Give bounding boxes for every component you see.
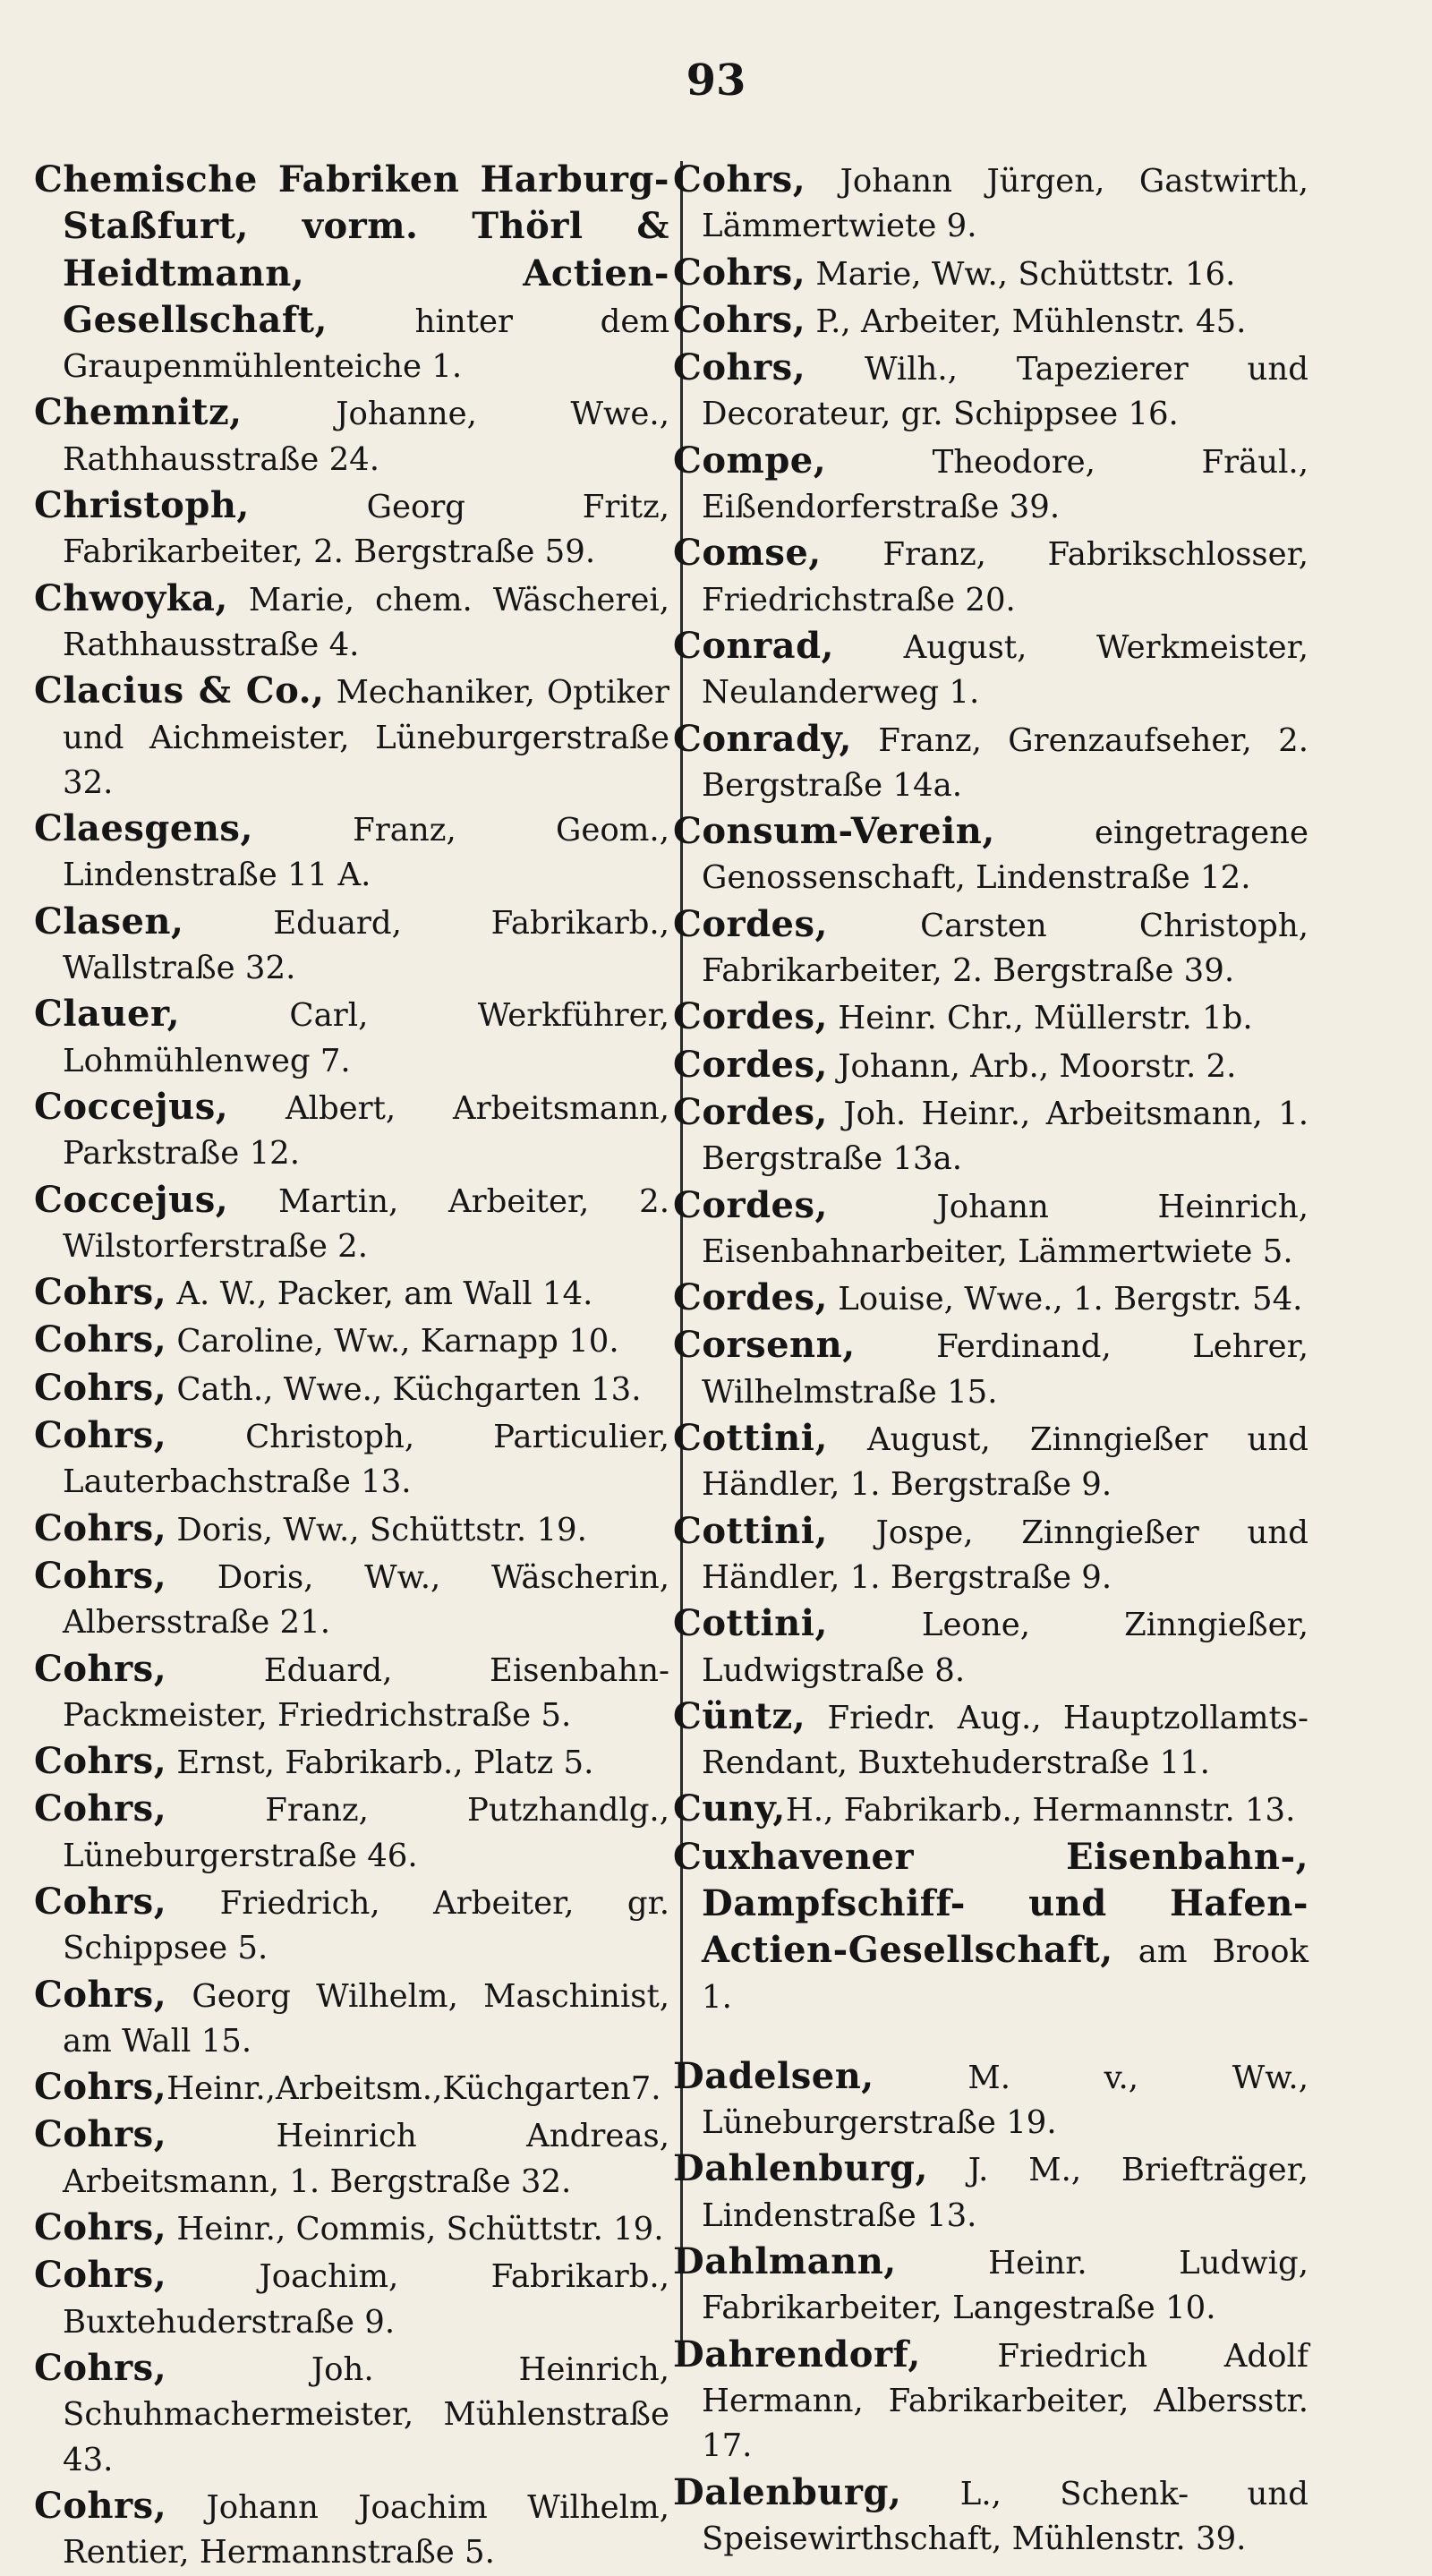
directory-entry: [673, 1416, 1308, 1508]
entry-details: Wilh., Tapezierer und Decorateur, gr. Schippsee 16.: [702, 351, 1308, 433]
entry-details: Joh. Heinrich, Schuhmachermeister, Mühlenstraße 43.: [63, 2350, 669, 2478]
entry-details: M. v., Ww., Lüneburgerstraße 19.: [702, 2059, 1308, 2142]
directory-entry: [673, 717, 1308, 809]
directory-entry: [34, 1973, 669, 2065]
directory-entry: [673, 2054, 1308, 2146]
entry-details: Johanne, Wwe., Rathhausstraße 24.: [63, 396, 669, 478]
directory-entry: [34, 1506, 669, 1553]
entry-name: Chemische Fabriken Harburg-Staßfurt, vorm. Thörl & Heidtmann, Actien-Gesellschaft,: [34, 158, 669, 341]
entry-details: Franz, Grenzaufseher, 2. Bergstraße 14a.: [702, 721, 1308, 804]
directory-entry: [34, 1085, 669, 1177]
entry-name: Cohrs,: [34, 2206, 167, 2249]
entry-details: am Brook 1.: [702, 1933, 1308, 2016]
directory-entry: [34, 2205, 669, 2252]
entry-name: Cottini,: [673, 1602, 828, 1645]
entry-details: Joachim, Fabrikarb., Buxtehuderstraße 9.: [63, 2258, 669, 2341]
entry-name: Cordes,: [673, 902, 828, 945]
directory-entry: [34, 158, 669, 389]
entry-name: Cuny,: [673, 1787, 786, 1830]
entry-name: Cohrs,: [34, 1366, 167, 1409]
entry-details: Mechaniker, Optiker und Aichmeister, Lüneburgerstraße 32.: [63, 674, 670, 801]
directory-entry: [34, 2346, 669, 2483]
directory-entry: [673, 2239, 1308, 2332]
entry-details: Heinr.,Arbeitsm.,Küchgarten7.: [166, 2070, 661, 2108]
entry-name: Dalenburg,: [673, 2470, 902, 2513]
directory-entry: [673, 1835, 1308, 2020]
entry-details: Doris, Ww., Wäscherin, Albersstraße 21.: [63, 1558, 669, 1642]
directory-entry: [34, 669, 669, 806]
entry-details: Doris, Ww., Schüttstr. 19.: [166, 1511, 587, 1548]
entry-name: Comse,: [673, 532, 822, 575]
directory-entry: [673, 2333, 1308, 2469]
directory-entry: [34, 2065, 669, 2111]
entry-name: Dahrendorf,: [673, 2333, 921, 2376]
entry-details: Marie, Ww., Schüttstr. 16.: [806, 255, 1236, 293]
entry-name: Cohrs,: [673, 298, 806, 341]
entry-details: Caroline, Ww., Karnapp 10.: [166, 1323, 619, 1361]
entry-details: A. W., Packer, am Wall 14.: [166, 1275, 593, 1313]
directory-entry: [673, 158, 1308, 250]
directory-entry: [34, 900, 669, 992]
directory-entry: [34, 1739, 669, 1786]
entry-details: Franz, Fabrikschlosser, Friedrichstraße 20.: [702, 536, 1308, 618]
entry-details: J. M., Briefträger, Lindenstraße 13.: [702, 2152, 1308, 2234]
entry-name: Cohrs,: [34, 1787, 167, 1830]
directory-entry: [673, 298, 1308, 345]
entry-name: Cuxhavener Eisenbahn-, Dampfschiff- und Hafen-Actien-Gesellschaft,: [673, 1835, 1308, 1972]
directory-entry: [673, 531, 1308, 623]
entry-details: Carl, Werkführer, Lohmühlenweg 7.: [63, 997, 669, 1079]
entry-name: Chemnitz,: [34, 391, 243, 434]
entry-details: Franz, Geom., Lindenstraße 11 A.: [63, 812, 669, 894]
entry-name: Corsenn,: [673, 1324, 856, 1367]
directory-entry: [34, 2484, 669, 2576]
entry-details: H., Fabrikarb., Hermannstr. 13.: [785, 1792, 1296, 1830]
entry-name: Conrady,: [673, 717, 852, 760]
directory-entry: [34, 806, 669, 899]
entry-details: Carsten Christoph, Fabrikarbeiter, 2. Bergstraße 39.: [702, 907, 1308, 990]
directory-entry: [34, 1318, 669, 1364]
entry-name: Cohrs,: [34, 1740, 167, 1783]
entry-name: Cottini,: [673, 1417, 828, 1460]
entry-name: Dahlmann,: [673, 2240, 897, 2283]
directory-entry: [34, 1554, 669, 1646]
directory-entry: [34, 2112, 669, 2205]
entry-details: Christoph, Particulier, Lauterbachstraße 13.: [63, 1419, 669, 1501]
entry-details: Johann Heinrich, Eisenbahnarbeiter, Lämmertwiete 5.: [702, 1188, 1308, 1270]
directory-entry: [34, 390, 669, 482]
entry-details: Friedrich Adolf Hermann, Fabrikarbeiter, Albersstr. 17.: [702, 2337, 1308, 2465]
page-number: 93: [686, 55, 746, 106]
entry-name: Cohrs,: [673, 158, 806, 200]
directory-entry: [673, 1043, 1308, 1089]
entry-name: Cohrs,: [34, 2484, 167, 2527]
directory-entry: [34, 1880, 669, 1972]
entry-name: Clacius & Co.,: [34, 670, 325, 712]
directory-entry: [673, 345, 1308, 438]
entry-name: Cohrs,: [34, 1318, 167, 1361]
entry-name: Cordes,: [673, 1276, 828, 1319]
entry-name: Chwoyka,: [34, 576, 228, 619]
directory-entry: [673, 1090, 1308, 1182]
entry-details: Jospe, Zinngießer und Händler, 1. Bergstraße 9.: [702, 1514, 1308, 1596]
directory-entry: [34, 1647, 669, 1739]
entry-name: Consum-Verein,: [673, 810, 995, 853]
entry-details: August, Werkmeister, Neulanderweg 1.: [702, 628, 1308, 712]
entry-details: Heinr., Commis, Schüttstr. 19.: [166, 2211, 664, 2248]
directory-entry: [673, 624, 1308, 716]
entry-details: August, Zinngießer und Händler, 1. Bergstraße 9.: [702, 1421, 1308, 1504]
entry-details: Heinrich Andreas, Arbeitsmann, 1. Bergstraße 32.: [63, 2118, 669, 2200]
entry-details: Albert, Arbeitsmann, Parkstraße 12.: [63, 1089, 669, 1173]
entry-details: Friedr. Aug., Hauptzollamts-Rendant, Buxtehuderstraße 11.: [702, 1699, 1308, 1782]
entry-details: Georg Wilhelm, Maschinist, am Wall 15.: [63, 1977, 669, 2060]
entry-name: Cohrs,: [34, 1414, 167, 1457]
entry-details: Cath., Wwe., Küchgarten 13.: [166, 1370, 642, 1408]
entry-name: Cordes,: [673, 995, 828, 1038]
entry-name: Cüntz,: [673, 1694, 806, 1737]
directory-entry: [34, 1413, 669, 1506]
directory-entry: [673, 809, 1308, 901]
entry-details: Louise, Wwe., 1. Bergstr. 54.: [827, 1281, 1303, 1318]
entry-details: Franz, Putzhandlg., Lüneburgerstraße 46.: [63, 1792, 669, 1874]
entry-details: Ernst, Fabrikarb., Platz 5.: [166, 1744, 594, 1782]
entry-details: Heinr. Chr., Müllerstr. 1b.: [827, 1000, 1253, 1037]
entry-name: Dadelsen,: [673, 2054, 874, 2097]
directory-entry: [673, 994, 1308, 1041]
entry-name: Cohrs,: [34, 1271, 167, 1314]
entry-details: Marie, chem. Wäscherei, Rathhausstraße 4.: [63, 581, 669, 663]
entry-name: Cohrs,: [34, 1973, 167, 2016]
entry-name: Dahlenburg,: [673, 2147, 928, 2190]
entry-name: Cohrs,: [34, 1647, 167, 1690]
entry-name: Cohrs,: [673, 346, 806, 389]
entry-name: Conrad,: [673, 624, 834, 667]
entry-name: Cohrs,: [34, 1506, 167, 1549]
directory-entry: [34, 1178, 669, 1270]
entry-name: Clauer,: [34, 993, 181, 1036]
entry-name: Cohrs,: [34, 2346, 167, 2389]
entry-details: Ferdinand, Lehrer, Wilhelmstraße 15.: [702, 1328, 1308, 1411]
entry-details: Johann Joachim Wilhelm, Rentier, Hermannstraße 5.: [63, 2488, 669, 2572]
entry-details: Georg Fritz, Fabrikarbeiter, 2. Bergstraße 59.: [63, 489, 669, 571]
entry-details: Johann Jürgen, Gastwirth, Lämmertwiete 9.: [702, 163, 1308, 245]
directory-entry: [34, 576, 669, 669]
left-column: [34, 158, 669, 2576]
entry-name: Cordes,: [673, 1183, 828, 1226]
directory-entry: [673, 1183, 1308, 1275]
entry-details: Johann, Arb., Moorstr. 2.: [827, 1047, 1237, 1085]
entry-details: Theodore, Fräul., Eißendorferstraße 39.: [702, 443, 1308, 526]
entry-details: Joh. Heinr., Arbeitsmann, 1. Bergstraße 13a.: [702, 1095, 1308, 1178]
directory-entry: [673, 251, 1308, 297]
entry-details: Eduard, Eisenbahn-Packmeister, Friedrichstraße 5.: [63, 1651, 669, 1734]
entry-name: Cohrs,: [673, 251, 806, 294]
entry-name: Cordes,: [673, 1090, 828, 1133]
entry-name: Christoph,: [34, 484, 250, 527]
entry-name: Cohrs,: [34, 1880, 167, 1923]
entry-details: Leone, Zinngießer, Ludwigstraße 8.: [702, 1607, 1308, 1689]
entry-name: Clasen,: [34, 900, 184, 943]
directory-entry: [34, 483, 669, 576]
directory-entry: [673, 1787, 1308, 1833]
entry-name: Cohrs,: [34, 2113, 167, 2156]
entry-name: Cottini,: [673, 1509, 828, 1552]
directory-entry: [673, 1275, 1308, 1322]
entry-name: Cohrs,: [34, 2254, 167, 2297]
directory-entry: [673, 2146, 1308, 2239]
directory-entry: [34, 1366, 669, 1412]
directory-entry: [34, 2253, 669, 2345]
entry-name: Claesgens,: [34, 807, 253, 850]
entry-details: Friedrich, Arbeiter, gr. Schippsee 5.: [63, 1884, 669, 1967]
directory-entry: [34, 1787, 669, 1879]
directory-entry: [673, 1601, 1308, 1693]
directory-entry: [673, 439, 1308, 531]
directory-entry: [673, 1509, 1308, 1601]
directory-entry: [673, 1694, 1308, 1787]
entry-name: Cohrs,: [34, 2066, 167, 2109]
entry-name: Coccejus,: [34, 1178, 229, 1221]
entry-details: Martin, Arbeiter, 2. Wilstorferstraße 2.: [63, 1182, 669, 1265]
directory-entry: [34, 1270, 669, 1317]
right-column: [673, 158, 1308, 2563]
entry-details: eingetragene Genossenschaft, Lindenstraße 12.: [702, 815, 1308, 897]
entry-name: Cordes,: [673, 1043, 828, 1086]
directory-entry: [673, 902, 1308, 994]
entry-details: Heinr. Ludwig, Fabrikarbeiter, Langestraße 10.: [702, 2245, 1308, 2327]
entry-details: Eduard, Fabrikarb., Wallstraße 32.: [63, 904, 669, 987]
directory-entry: [34, 992, 669, 1084]
entry-details: P., Arbeiter, Mühlenstr. 45.: [806, 303, 1247, 340]
directory-entry: [673, 2470, 1308, 2563]
directory-entry: [673, 1323, 1308, 1415]
entry-name: Compe,: [673, 439, 827, 482]
entry-name: Cohrs,: [34, 1554, 167, 1597]
entry-name: Coccejus,: [34, 1085, 229, 1128]
entry-details: L., Schenk- und Speisewirthschaft, Mühlenstr. 39.: [702, 2475, 1308, 2557]
entry-details: hinter dem Graupenmühlenteiche 1.: [63, 303, 669, 386]
